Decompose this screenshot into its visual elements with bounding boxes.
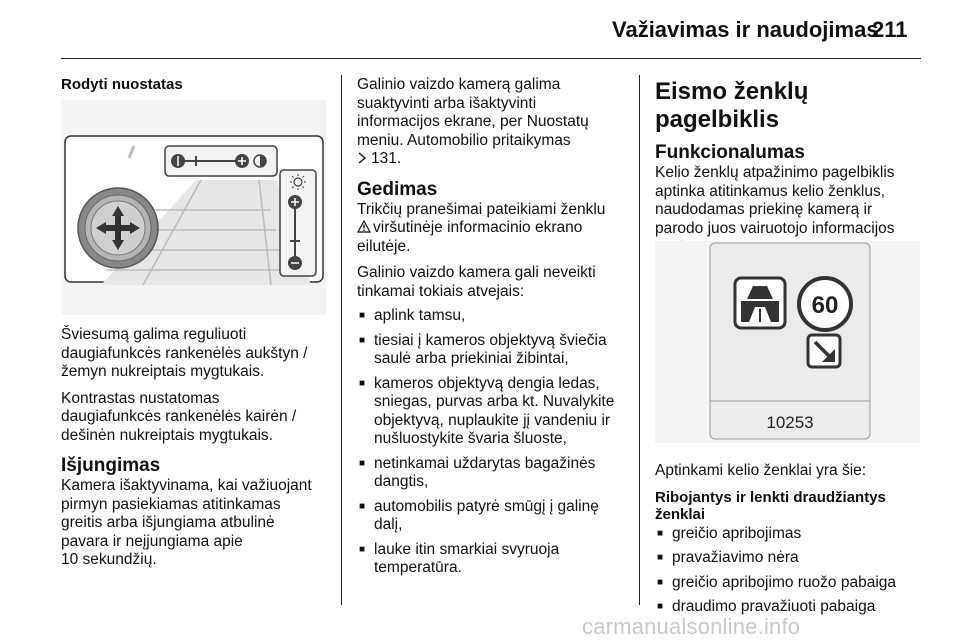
page-header-title: Važiavimas ir naudojimas [612, 17, 879, 42]
camera-settings-line-3: informacijos ekrane, per Nuostatų [357, 113, 589, 130]
watermark: carmanualsonline.info [582, 614, 801, 639]
camera-settings-line-4: meniu. Automobilio pritaikymas [357, 131, 571, 149]
list-item: ■ aplink tamsu, [357, 307, 625, 326]
column-2 [357, 76, 625, 578]
page-reference[interactable] [357, 150, 625, 169]
contrast-line-3: dešinėn nukreiptais mygtukais. [61, 426, 273, 444]
diagonal-arrow-sign-icon [808, 335, 840, 367]
list-item: ■ automobilis patyrė smūgį į galinę dalį, [357, 498, 625, 535]
functionality-line-1: Kelio ženklų atpažinimo pagelbiklis [655, 164, 895, 181]
deactivation-line-1: Kamera išaktyvinama, kai važiuojant [61, 477, 312, 494]
contrast-line-1: Kontrastas nustatomas [61, 389, 220, 407]
traffic-sign-assistant-title: Eismo ženklų pagelbiklis [655, 78, 809, 133]
list-item: ■ lauke itin smarkiai svyruoja temperatūra. [357, 541, 625, 578]
list-item: ■ draudimo pravažiuoti pabaiga [655, 598, 920, 617]
column-divider-1 [341, 75, 342, 605]
page-reference-number: 131. [371, 150, 402, 167]
column-divider-2 [639, 75, 640, 605]
deactivation-line-3: greitis arba išjungiama atbulinė [61, 514, 275, 531]
fault-heading: Gedimas [357, 178, 438, 200]
functionality-line-2: aptinka atitinkamus kelio ženklus, [655, 182, 886, 200]
list-item: ■ greičio apribojimas [655, 525, 920, 544]
deactivation-line-2: pirmyn pasiekiamas atitinkamas [61, 495, 281, 513]
functionality-heading: Funkcionalumas [655, 142, 805, 163]
figure-code: 10253 [766, 413, 814, 432]
column-3-lower [655, 462, 920, 617]
list-item: ■ greičio apribojimo ruožo pabaiga [655, 574, 920, 593]
fault-line-2 [357, 219, 625, 238]
restrictive-signs-list [655, 525, 920, 617]
page-number: 211 [872, 17, 908, 42]
fault-line-3: eilutėje. [357, 237, 411, 255]
rear-camera-settings-figure [61, 100, 326, 315]
brightness-line-1: Šviesumą galima reguliuoti [61, 326, 247, 343]
functionality-line-3: naudodamas priekinę kamerą ir [655, 201, 873, 218]
functionality-line-4: parodo juos vairuotojo informacijos [655, 219, 895, 237]
fault-line-1: Trikčių pranešimai pateikiami ženklu [357, 200, 606, 218]
column-1-text [61, 326, 326, 570]
restrictive-signs-subheading-1: Ribojantys ir lenkti draudžiantys [655, 488, 886, 506]
contrast-line-2: daugiafunkcės rankenėlės kairėn / [61, 408, 297, 425]
header-rule [61, 58, 921, 59]
list-item: ■ tiesiai į kameros objektyvą šviečia saulė arba priekiniai žibintai, [357, 332, 625, 369]
malfunction-line-2: tinkamai tokiais atvejais: [357, 282, 525, 300]
malfunction-list [357, 307, 625, 578]
column-3 [655, 78, 920, 257]
speed-limit-sign-icon [799, 278, 851, 330]
list-item: ■ netinkamai uždarytas bagažinės dangtis, [357, 455, 625, 492]
brightness-line-2: daugiafunkcės rankenėlės aukštyn / [61, 344, 308, 362]
column-1 [61, 76, 326, 95]
list-item: ■ pravažiavimo nėra [655, 549, 920, 568]
display-settings-heading: Rodyti nuostatas [61, 76, 183, 93]
deactivation-line-5: 10 sekundžių. [61, 551, 157, 568]
detected-signs-intro: Aptinkami kelio ženklai yra šie: [655, 462, 867, 479]
deactivation-line-4: pavara ir neįjungiama apie [61, 532, 243, 550]
malfunction-line-1: Galinio vaizdo kamera gali neveikti [357, 264, 596, 281]
brightness-line-3: žemyn nukreiptais mygtukais. [61, 363, 265, 380]
warning-triangle-icon [357, 220, 371, 233]
camera-settings-line-1: Galinio vaizdo kamerą galima [357, 76, 561, 93]
motorway-sign-icon [735, 278, 785, 328]
deactivation-heading: Išjungimas [61, 455, 161, 476]
traffic-sign-display-figure [655, 241, 920, 443]
svg-text:60: 60 [811, 292, 839, 319]
page-reference-arrow-icon [357, 152, 367, 164]
list-item: ■ kameros objektyvą dengia ledas, sniegas, purvas arba kt. Nuvalykite objektyvą, nuplaukite jį vandeniu ir nušluostykite švaria šluoste, [357, 375, 625, 449]
restrictive-signs-subheading-2: ženklai [655, 505, 706, 523]
camera-settings-line-2: suaktyvinti arba išaktyvinti [357, 94, 537, 112]
fault-line-2-text: viršutinėje informacinio ekrano [373, 219, 583, 236]
